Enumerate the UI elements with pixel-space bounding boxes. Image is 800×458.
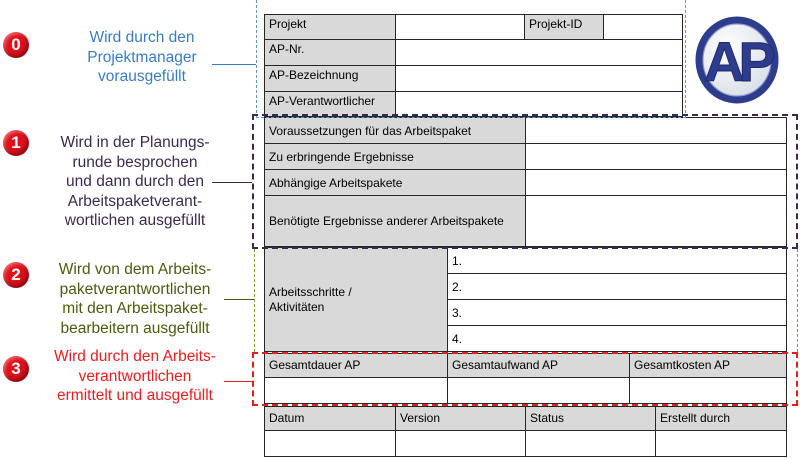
leader-line-1 [212, 182, 252, 183]
field-ap-nr[interactable] [395, 39, 683, 66]
label-ap-nr: AP-Nr. [264, 39, 396, 66]
field-projekt[interactable] [395, 14, 525, 40]
label-ergebnisse: Zu erbringende Ergebnisse [264, 143, 526, 170]
field-status[interactable] [525, 430, 656, 457]
field-datum[interactable] [264, 430, 396, 457]
label-ap-verantwortlicher: AP-Verantwortlicher [264, 91, 396, 117]
label-benoetigte: Benötigte Ergebnisse anderer Arbeitspakete [264, 195, 526, 247]
field-gesamtdauer[interactable] [264, 377, 448, 404]
label-gesamtaufwand: Gesamtaufwand AP [447, 353, 630, 378]
annotation-note-1: Wird in der Planungs- runde besprochen und dann durch den Arbeitspaketverant- wortlichen ausgefüllt [60, 134, 210, 229]
logo-text: AP [704, 30, 770, 93]
label-abhaengige: Abhängige Arbeitspakete [264, 169, 526, 196]
field-projekt-id[interactable] [603, 14, 683, 40]
label-erstellt-durch: Erstellt durch [655, 406, 787, 431]
label-voraussetzungen: Voraussetzungen für das Arbeitspaket [264, 117, 526, 144]
field-ap-bezeichnung[interactable] [395, 65, 683, 92]
field-step-1[interactable]: 1. [447, 247, 787, 274]
field-step-3[interactable]: 3. [447, 299, 787, 326]
annotation-note-3: Wird durch den Arbeits- verantwortlichen ermittelt und ausgefüllt [54, 348, 216, 404]
label-projekt-id: Projekt-ID [524, 14, 604, 40]
label-projekt: Projekt [264, 14, 396, 40]
label-version: Version [395, 406, 526, 431]
field-benoetigte[interactable] [525, 195, 787, 247]
field-step-2[interactable]: 2. [447, 273, 787, 300]
annotation-badge-0: 0 [3, 32, 29, 58]
field-abhaengige[interactable] [525, 169, 787, 196]
annotation-badge-2: 2 [3, 262, 29, 288]
field-ap-verantwortlicher[interactable] [395, 91, 683, 117]
leader-line-2 [224, 299, 254, 300]
field-erstellt-durch[interactable] [655, 430, 787, 457]
field-version[interactable] [395, 430, 526, 457]
label-status: Status [525, 406, 656, 431]
annotation-note-0: Wird durch den Projektmanager vorausgefüllt [87, 29, 197, 85]
field-gesamtaufwand[interactable] [447, 377, 630, 404]
label-ap-bezeichnung: AP-Bezeichnung [264, 65, 396, 92]
field-ergebnisse[interactable] [525, 143, 787, 170]
leader-line-0 [212, 64, 256, 65]
leader-line-3 [224, 381, 252, 382]
label-gesamtkosten: Gesamtkosten AP [629, 353, 787, 378]
ap-logo [694, 15, 780, 105]
label-datum: Datum [264, 406, 396, 431]
annotation-note-2: Wird von dem Arbeits- paketverantwortlichen mit den Arbeitspaket- bearbeitern ausgefüllt [58, 261, 212, 337]
field-step-4[interactable]: 4. [447, 325, 787, 352]
annotation-badge-3: 3 [3, 356, 29, 382]
field-gesamtkosten[interactable] [629, 377, 787, 404]
field-voraussetzungen[interactable] [525, 117, 787, 144]
label-arbeitsschritte: Arbeitsschritte / Aktivitäten [264, 247, 448, 352]
annotation-badge-1: 1 [3, 130, 29, 156]
label-gesamtdauer: Gesamtdauer AP [264, 353, 448, 378]
